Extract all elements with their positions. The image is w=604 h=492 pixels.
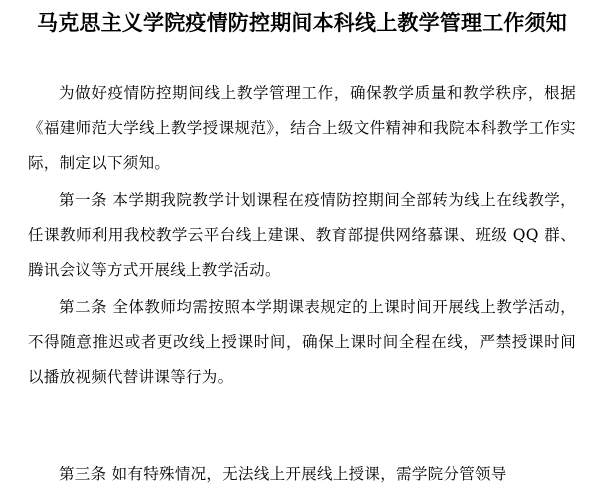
paragraph-article-3-clipped: 第三条 如有特殊情况，无法线上开展线上授课，需学院分管领导 <box>59 465 507 483</box>
document-body <box>28 76 576 395</box>
paragraph-article-1: 第一条 本学期我院教学计划课程在疫情防控期间全部转为线上在线教学，任课教师利用我校教学云平台线上建课、教育部提供网络慕课、班级 QQ 群、腾讯会议等方式开展线上教学活动。 <box>28 191 576 279</box>
page-title: 马克思主义学院疫情防控期间本科线上教学管理工作须知 <box>37 11 567 35</box>
paragraph-article-2: 第二条 全体教师均需按照本学期课表规定的上课时间开展线上教学活动，不得随意推迟或者更改线上授课时间，确保上课时间全程在线，严禁授课时间以播放视频代替讲课等行为。 <box>28 298 576 386</box>
paragraph-preamble: 为做好疫情防控期间线上教学管理工作，确保教学质量和教学秩序，根据《福建师范大学线上教学授课规范》，结合上级文件精神和我院本科教学工作实际，制定以下须知。 <box>28 84 576 172</box>
